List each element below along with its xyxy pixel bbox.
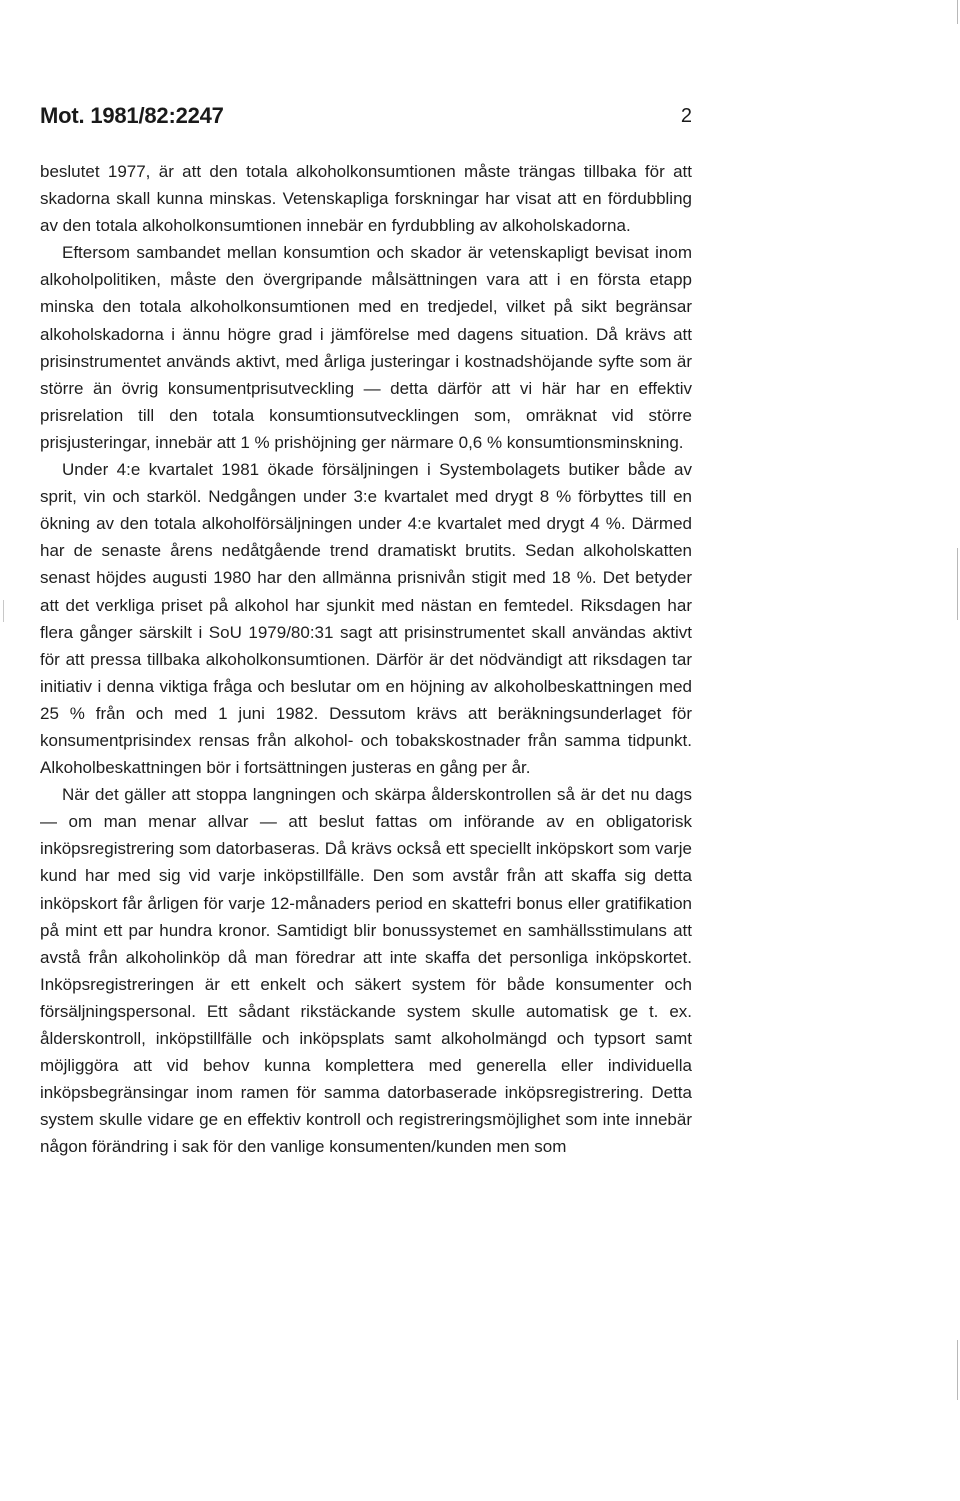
scan-edge-middle (957, 548, 958, 620)
document-body (40, 158, 692, 1160)
paragraph-sales: Under 4:e kvartalet 1981 ökade försäljningen i Systembolagets butiker både av sprit, vin och starköl. Nedgången under 3:e kvartalet med drygt 8 % förbyttes till en ökning av den totala alkoholförsäljningen under 4:e kvartalet med drygt 4 %. Därmed har de senaste årens nedåtgående trend dramatiskt brutits. Sedan alkoholskatten senast höjdes augusti 1980 har den allmänna prisnivån stigit med 18 %. Det betyder att det verkliga priset på alkohol har sjunkit med nästan en femtedel. Riksdagen har flera gånger särskilt i SoU 1979/80:31 sagt att prisinstrumentet skall användas aktivt för att pressa tillbaka alkoholkonsumtionen. Därför är det nödvändigt att riksdagen tar initiativ i denna viktiga fråga och beslutar om en höjning av alkoholbeskattningen med 25 % från och med 1 juni 1982. Dessutom krävs att beräkningsunderlaget för konsumentprisindex rensas från alkohol- och tobakskostnader från samma tidpunkt. Alkoholbeskattningen bör i fortsättningen justeras en gång per år. (40, 460, 692, 778)
page-number: 2 (680, 105, 692, 127)
page-header (40, 103, 692, 133)
scan-mark-left (3, 600, 4, 622)
paragraph-intro: beslutet 1977, är att den totala alkoholkonsumtionen måste trängas tillbaka för att skadorna skall kunna minskas. Vetenskapliga forskningar har visat att en fördubbling av den totala alkoholkonsumtionen innebär en fyrdubbling av alkoholskadorna. (40, 162, 692, 236)
paragraph-causality: Eftersom sambandet mellan konsumtion och skador är vetenskapligt bevisat inom alkoholpolitiken, måste den övergripande målsättningen vara att i en första etapp minska den totala alkoholkonsumtionen med en tredjedel, vilket på sikt begränsar alkoholskadorna i ännu högre grad i jämförelse med dagens situation. Då krävs att prisinstrumentet används aktivt, med årliga justeringar i kostnadshöjande syfte som är större än övrig konsumentprisutveckling — detta därför att vi här har en effektiv prisrelation till den totala konsumtionsutvecklingen som, omräknat vid större prisjusteringar, innebär att 1 % prishöjning ger närmare 0,6 % konsumtionsminskning. (40, 243, 692, 452)
scan-edge-bottom (957, 1340, 958, 1400)
scan-edge-top (957, 0, 958, 24)
paragraph-registration: När det gäller att stoppa langningen och skärpa ålderskontrollen så är det nu dags — om man menar allvar — att beslut fattas om införande av en obligatorisk inköpsregistrering som datorbaseras. Då krävs också ett speciellt inköpskort som varje kund har med sig vid varje inköpstillfälle. Den som avstår från att skaffa sig detta inköpskort får årligen för varje 12-månaders period en skattefri bonus eller gratifikation på mint ett par hundra kronor. Samtidigt blir bonussystemet en samhällsstimulans att avstå från alkoholinköp då man föredrar att inte skaffa det personliga inköpskortet. Inköpsregistreringen är ett enkelt och säkert system för både konsumenter och försäljningspersonal. Ett sådant rikstäckande system skulle automatisk ge t. ex. ålderskontroll, inköpstillfälle och inköpsplats samt alkoholmängd och typsort samt möjliggöra att vid behov kunna komplettera med generella eller individuella inköpsbegränsingar inom ramen för samma datorbaserade inköpsregistrering. Detta system skulle vidare ge en effektiv kontroll och registreringsmöjlighet som inte innebär någon förändring i sak för den vanlige konsumenten/kunden men som (40, 785, 692, 1157)
document-id: Mot. 1981/82:2247 (40, 103, 224, 128)
